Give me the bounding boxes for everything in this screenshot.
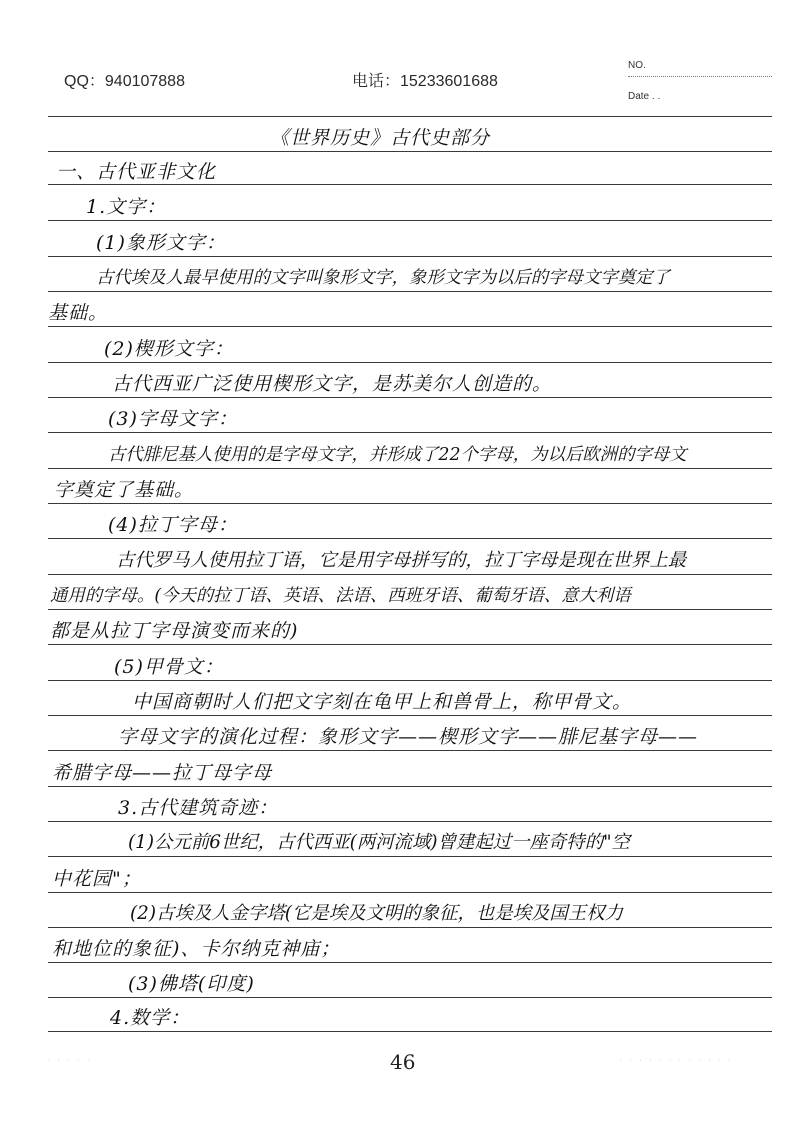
ruled-line xyxy=(48,291,772,292)
text-line: 古代埃及人最早使用的文字叫象形文字，象形文字为以后的字母文字奠定了 xyxy=(96,268,670,288)
text-line: 古代西亚广泛使用楔形文字，是苏美尔人创造的。 xyxy=(112,373,553,395)
scan-specks: · · · · · · · · · · · · xyxy=(620,1058,733,1065)
ruled-line xyxy=(48,997,772,998)
ruled-line xyxy=(48,609,772,610)
ruled-line xyxy=(48,892,772,893)
text-line: (1)公元前6世纪，古代西亚(两河流域)曾建起过一座奇特的"空 xyxy=(128,832,630,853)
item-heading: (1)象形文字： xyxy=(96,232,226,254)
text-line: 基础。 xyxy=(48,302,109,324)
ruled-line xyxy=(48,256,772,257)
ruled-line xyxy=(48,750,772,751)
text-line: 都是从拉丁字母演变而来的) xyxy=(50,620,299,642)
ruled-line xyxy=(48,644,772,645)
scan-specks: · · · · · xyxy=(48,1058,93,1065)
ruled-line xyxy=(48,574,772,575)
ruled-line xyxy=(48,786,772,787)
date-label: Date . . xyxy=(628,91,661,102)
subsection-heading: 3.古代建筑奇迹： xyxy=(118,797,279,819)
ruled-line xyxy=(48,397,772,398)
item-heading: (2)楔形文字： xyxy=(104,338,234,360)
ruled-line xyxy=(48,680,772,681)
number-dotted-line xyxy=(628,76,772,77)
ruled-line xyxy=(48,715,772,716)
text-line: 通用的字母。(今天的拉丁语、英语、法语、西班牙语、葡萄牙语、意大利语 xyxy=(50,586,631,606)
ruled-line xyxy=(48,821,772,822)
text-line: 中国商朝时人们把文字刻在龟甲上和兽骨上，称甲骨文。 xyxy=(132,691,633,713)
ruled-line xyxy=(48,503,772,504)
ruled-line xyxy=(48,362,772,363)
text-line: 和地位的象征)、卡尔纳克神庙； xyxy=(52,938,341,960)
text-line: (3)佛塔(印度) xyxy=(128,973,255,995)
ruled-line xyxy=(48,468,772,469)
ruled-line xyxy=(48,116,772,117)
ruled-line xyxy=(48,538,772,539)
text-line: 古代腓尼基人使用的是字母文字，并形成了22个字母，为以后欧洲的字母文 xyxy=(108,445,687,465)
page-title: 《世界历史》古代史部分 xyxy=(270,127,491,149)
item-heading: (4)拉丁字母： xyxy=(108,514,238,536)
ruled-line xyxy=(48,326,772,327)
item-heading: (3)字母文字： xyxy=(108,408,238,430)
item-heading: (5)甲骨文： xyxy=(114,656,224,678)
ruled-line xyxy=(48,962,772,963)
section-heading: 一、古代亚非文化 xyxy=(56,161,217,183)
ruled-line xyxy=(48,220,772,221)
ruled-line xyxy=(48,1031,772,1032)
qq-contact: QQ：940107888 xyxy=(64,73,185,90)
subsection-heading: 4.数学： xyxy=(110,1007,191,1029)
ruled-line xyxy=(48,151,772,152)
phone-contact: 电话：15233601688 xyxy=(352,73,498,90)
text-line: 字奠定了基础。 xyxy=(54,479,195,501)
page-number: 46 xyxy=(390,1050,416,1074)
subsection-heading: 1.文字： xyxy=(86,196,167,218)
text-line: 字母文字的演化过程：象形文字——楔形文字——腓尼基字母—— xyxy=(118,726,699,748)
text-line: 古代罗马人使用拉丁语，它是用字母拼写的，拉丁字母是现在世界上最 xyxy=(116,550,687,571)
ruled-line xyxy=(48,184,772,185)
ruled-line xyxy=(48,856,772,857)
ruled-line xyxy=(48,927,772,928)
text-line: (2)古埃及人金字塔(它是埃及文明的象征，也是埃及国王权力 xyxy=(130,903,623,924)
ruled-line xyxy=(48,432,772,433)
text-line: 希腊字母——拉丁母字母 xyxy=(52,762,273,784)
number-label: NO. xyxy=(628,60,646,71)
text-line: 中花园"； xyxy=(52,868,142,890)
